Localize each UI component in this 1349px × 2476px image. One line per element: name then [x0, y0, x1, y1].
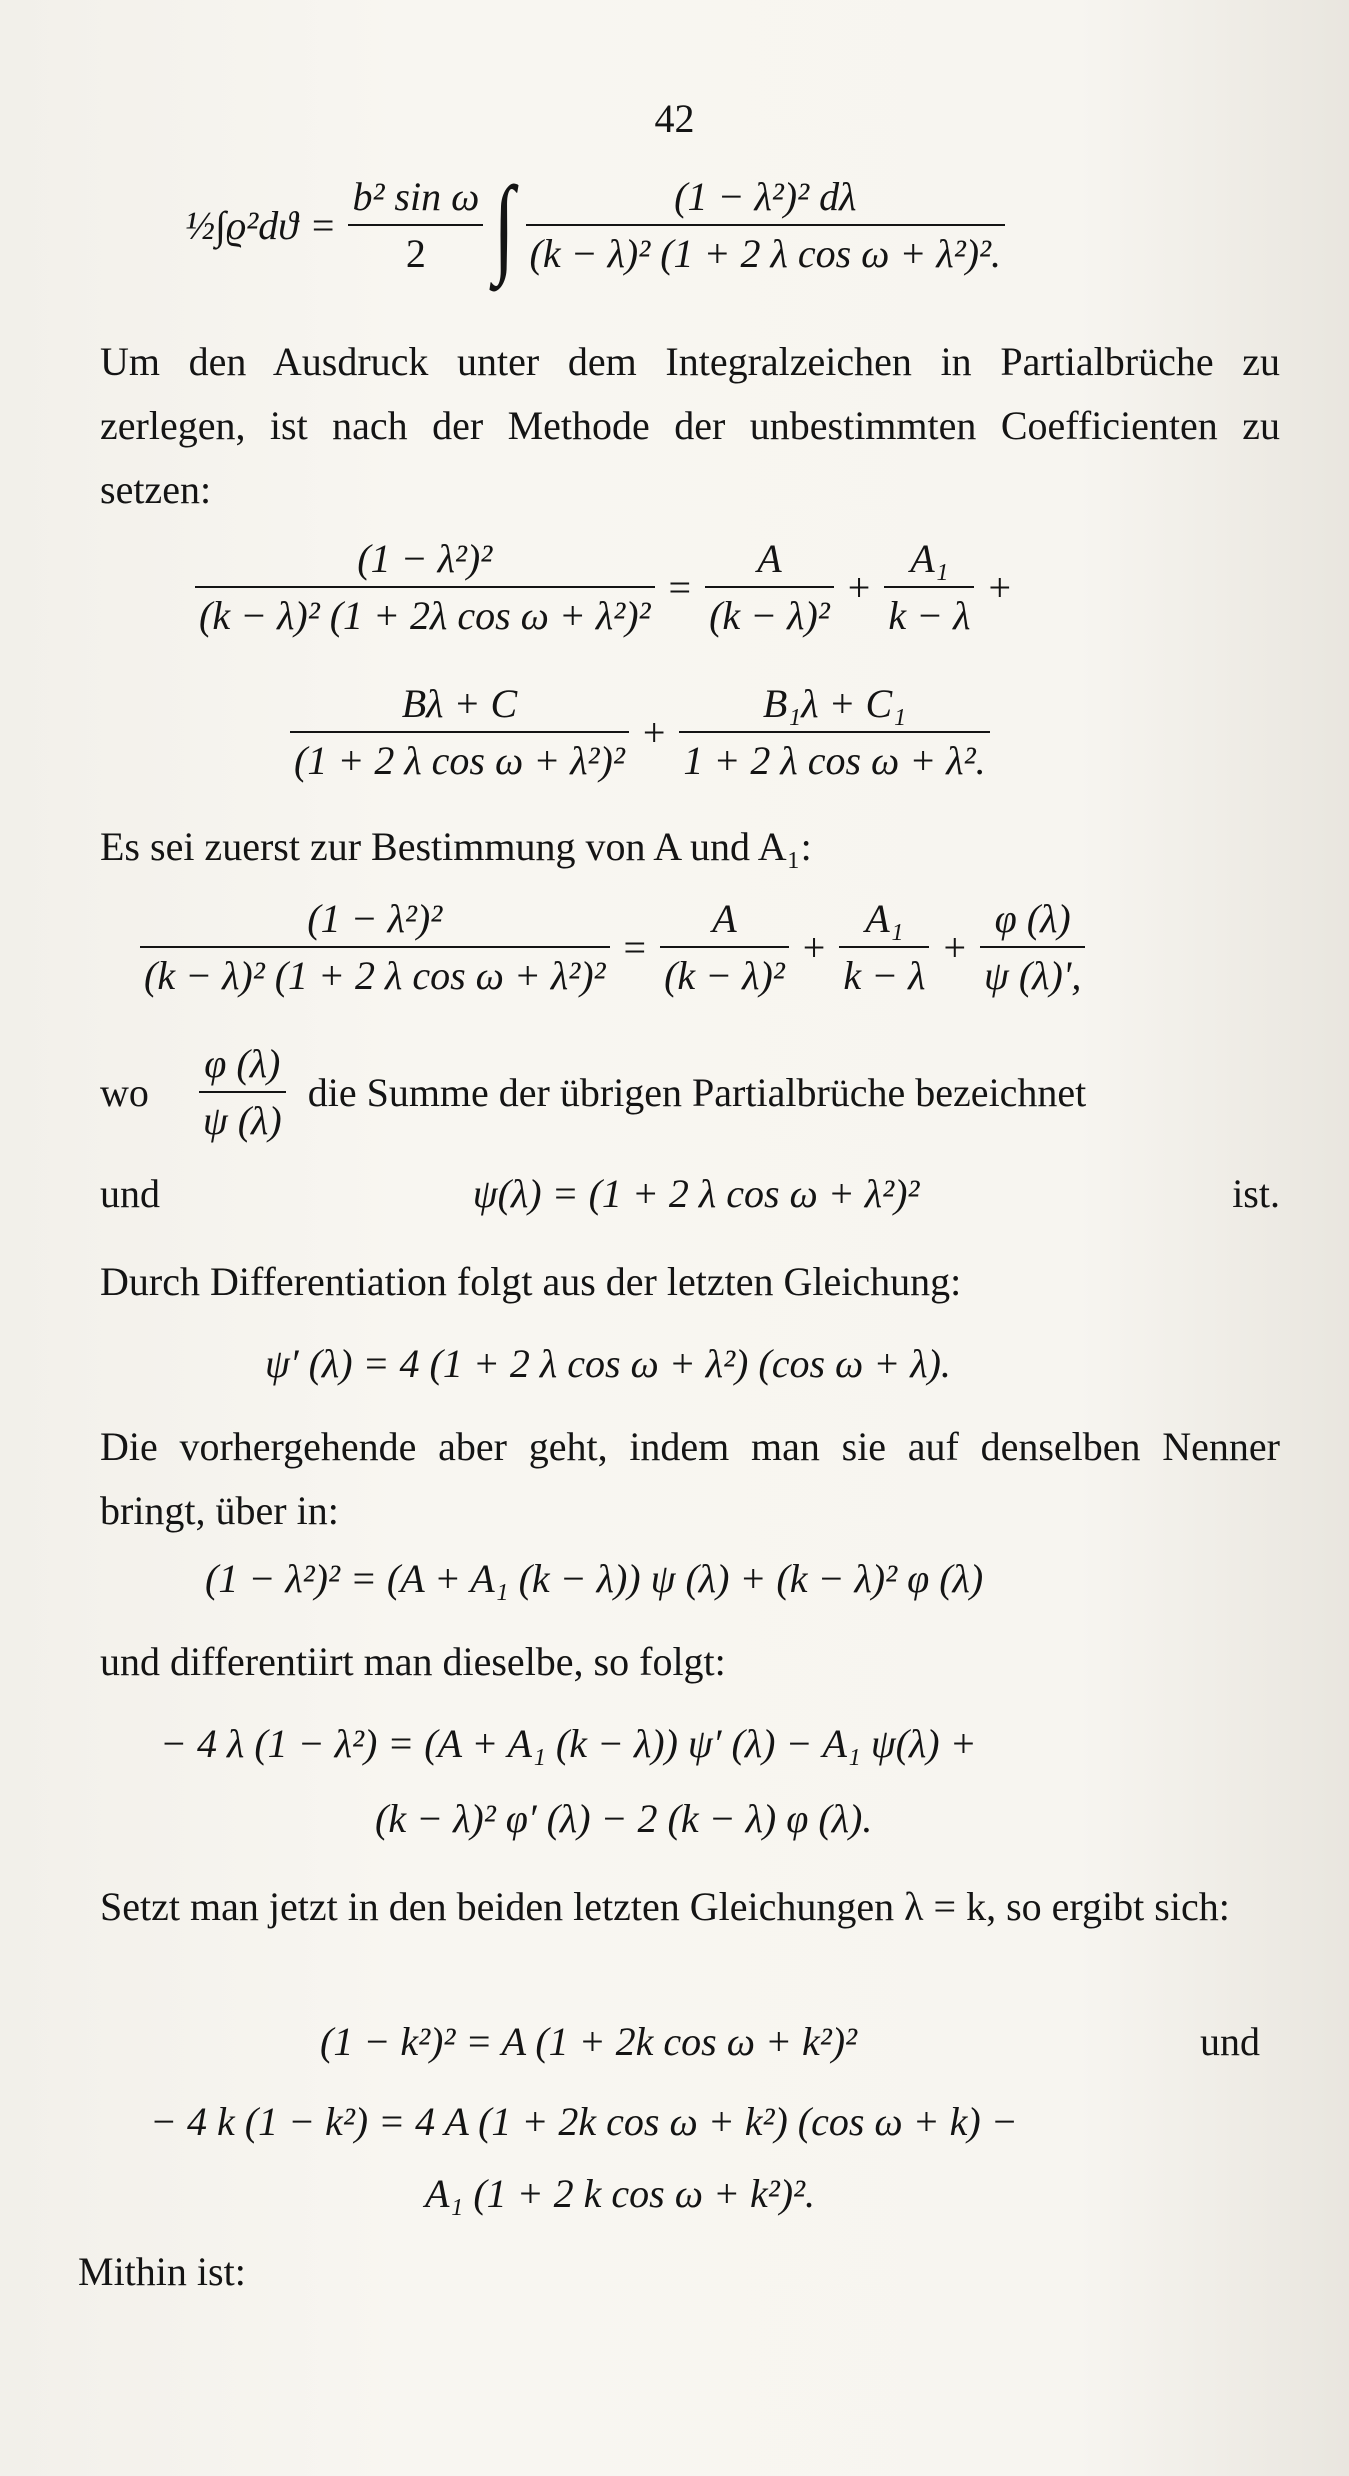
page-number: 42: [654, 96, 695, 141]
und-line: und ψ(λ) = (1 + 2 λ cos ω + λ²)² ist.: [100, 1171, 1280, 1216]
equation-7: (1 − k²)² = A (1 + 2k cos ω + k²)² und: [320, 2019, 1260, 2064]
equation-6-line-2: (k − λ)² φ′ (λ) − 2 (k − λ) φ (λ).: [375, 1796, 873, 1841]
equation-3: $\frac{\text{(1 − λ²)²}}{\text{(k − λ)² (1 + 2 λ cos ω + λ²)²}}$ = $\frac{A}{\text{(k − λ)²}}$ + $\frac{\text{A₁}}{k - \lambda}$ + $\frac{\varphi (\lambda)}{\psi (\lambda)',}$: [0, 895, 1349, 999]
paragraph-5: und differentiirt man dieselbe, so folgt:: [100, 1639, 726, 1684]
eq1-coefficient: $\frac{\text{b² sin ω}}{2}$: [348, 173, 483, 277]
paragraph-7: Mithin ist:: [78, 2249, 246, 2294]
equation-4: ψ′ (λ) = 4 (1 + 2 λ cos ω + λ²) (cos ω + λ).: [265, 1341, 951, 1386]
equation-6-line-1: − 4 λ (1 − λ²) = (A + A₁ (k − λ)) ψ′ (λ) − A₁ ψ(λ) +: [160, 1721, 977, 1766]
equation-8-line-1: − 4 k (1 − k²) = 4 A (1 + 2k cos ω + k²) (cos ω + k) −: [150, 2099, 1018, 2144]
wo-line: wo $\frac{\varphi (\lambda)}{\psi (\lambda)}$ die Summe der übrigen Partialbrüche bezeichnet: [100, 1041, 1087, 1143]
equation-2-line-2: $\frac{B\lambda + C}{\text{(1 + 2 λ cos ω + λ²)²}}$ + $\frac{\text{B₁λ + C₁}}{\text{1 + 2 λ cos ω + λ².}}$: [0, 680, 1349, 784]
paragraph-6: Setzt man jetzt in den beiden letzten Gleichungen λ = k, so ergibt sich:: [100, 1884, 1230, 1929]
equation-5: (1 − λ²)² = (A + A₁ (k − λ)) ψ (λ) + (k − λ)² φ (λ): [205, 1556, 984, 1601]
equation-1: ½∫ϱ²dϑ = $\frac{\text{b² sin ω}}{2}$ ∫ $\frac{\text{(1 − λ²)² dλ}}{\text{(k − λ)² (1 + 2 λ cos ω + λ²)².}}$: [0, 170, 1349, 280]
paragraph-3: Durch Differentiation folgt aus der letzten Gleichung:: [100, 1259, 962, 1304]
equation-2-line-1: $\frac{\text{(1 − λ²)²}}{\text{(k − λ)² (1 + 2λ cos ω + λ²)²}}$ = $\frac{A}{\text{(k − λ)²}}$ + $\frac{\text{A₁}}{k - \lambda}$ +: [0, 535, 1349, 639]
paragraph-4: Die vorhergehende aber geht, indem man sie auf denselben Nenner bringt, über in:: [100, 1424, 1280, 1533]
equation-8-line-2: A₁ (1 + 2 k cos ω + k²)².: [425, 2171, 816, 2216]
paragraph-1: Um den Ausdruck unter dem Integralzeichen in Partialbrüche zu zerlegen, ist nach der Methode der unbestimmten Coefficienten zu setzen:: [100, 339, 1280, 512]
integral-sign-icon: ∫: [493, 164, 515, 286]
eq1-lhs: ½∫ϱ²dϑ: [185, 202, 298, 248]
eq1-integrand: $\frac{\text{(1 − λ²)² dλ}}{\text{(k − λ)² (1 + 2 λ cos ω + λ²)².}}$: [526, 173, 1006, 277]
paragraph-2: Es sei zuerst zur Bestimmung von A und A₁:: [100, 824, 812, 869]
